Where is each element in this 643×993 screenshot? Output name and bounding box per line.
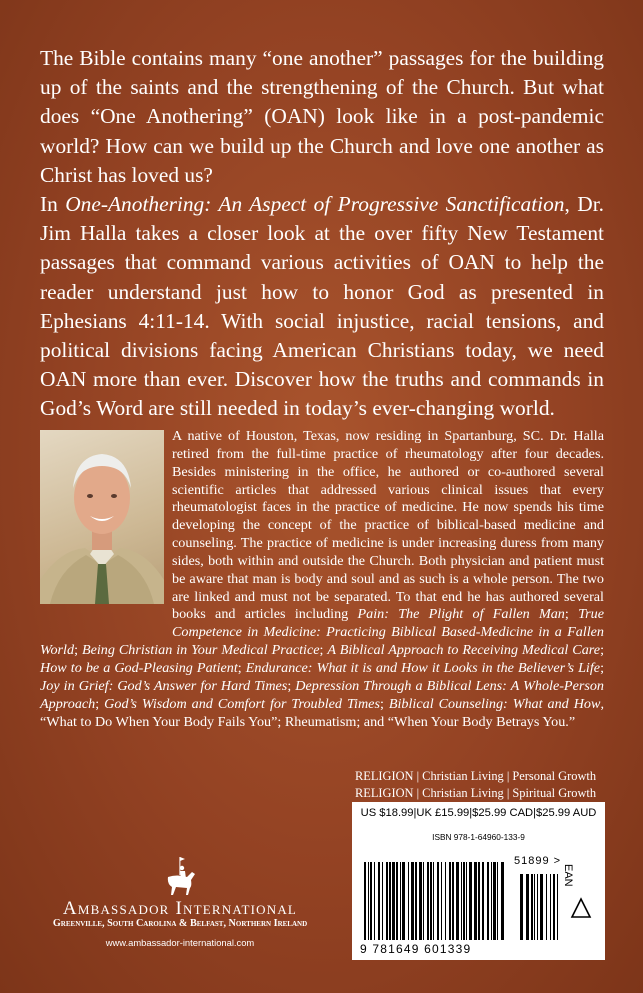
barcode-bar (540, 874, 543, 940)
intro-paragraph-2 (40, 190, 604, 424)
publisher-url: www.ambassador-international.com (105, 937, 255, 948)
barcode-bar (370, 862, 372, 940)
barcode-bar (531, 874, 533, 940)
barcode-bar (461, 862, 462, 940)
barcode-bar (396, 862, 398, 940)
barcode-bar (402, 862, 405, 940)
isbn-text: ISBN 978-1-64960-133-9 (432, 832, 525, 842)
barcode-bar (427, 862, 429, 940)
bio-book: Being Christian in Your Medical Practice (81, 642, 320, 659)
barcode-bar (389, 862, 391, 940)
intro-paragraph-1: The Bible contains many “one another” passages for the building up of the saints and the strengthening of the Church. But what does “One Anothering” (OAN) look like in a post-pandemic world? How can we build up the Church and love one another as Christ has loved us? (40, 46, 604, 187)
barcode-bar (557, 874, 558, 940)
category-line: RELIGION | Christian Living | Personal Growth (355, 769, 597, 783)
barcode-bar (433, 862, 434, 940)
bio-book: Endurance: What it is and How it Looks in the Believer’s Life (245, 659, 601, 676)
barcode-bar (493, 862, 496, 940)
bio-book: How to be a God-Pleasing Patient (40, 659, 238, 676)
barcode-bar (469, 862, 472, 940)
barcode-bar (368, 862, 369, 940)
barcode-bar (382, 862, 383, 940)
intro-rest: , Dr. Jim Halla takes a closer look at the over fifty New Testament passages that command various activities of OAN to help the reader understand just how to honor God as presented in Ephesians 4:11-14. With social injustice, racial tensions, and political divisions facing American Christians today, we need OAN more than ever. Discover how the truths and commands in God’s Word are still needed in today’s ever-changing world. (40, 192, 604, 421)
barcode-bar (437, 862, 439, 940)
barcode-bar (466, 862, 467, 940)
barcode-bar (550, 874, 551, 940)
bio-end: “What to Do When Your Body Fails You”; Rheumatism; and “When Your Body Betrays You.” (40, 713, 576, 730)
barcode-bar (364, 862, 366, 940)
barcode-bar (491, 862, 492, 940)
bio-text: A native of Houston, Texas, now residing in Spartanburg, SC. Dr. Halla retired from the full-time practice of rheumatology after four decades. Besides ministering in the office, he authored or co-authored several scientific articles that addressed various clinical issues that every rheumatologist faces in the practice of medicine. He now spends his time developing the concept of the practice of biblical-based medicine and counseling. The practice of medicine is under increasing duress from many sides, both within and outside the Church. Both physician and patient must be aware that man is body and soul and as such is a whole person. The two are linked and must not be separated. To that end he has authored several books and articles including (172, 428, 604, 623)
bio-book: Joy in Grief: God’s Answer for Hard Times (40, 677, 288, 694)
barcode-bar (526, 874, 529, 940)
barcode-bar (419, 862, 422, 940)
barcode-bar (441, 862, 442, 940)
bio-book: God’s Wisdom and Comfort for Troubled Times (104, 695, 380, 712)
barcode-bar (378, 862, 380, 940)
barcode-bar (386, 862, 388, 940)
barcode-bar (374, 862, 375, 940)
barcode-bar (482, 862, 484, 940)
barcode-bar (400, 862, 401, 940)
barcode-bar (474, 862, 477, 940)
barcode-bar (392, 862, 395, 940)
barcode-bar (452, 862, 454, 940)
barcode-bar (456, 862, 459, 940)
barcode-bar (408, 862, 409, 940)
author-bio: A native of Houston, Texas, now residing in Spartanburg, SC. Dr. Halla retired from the full-time practice of rheumatology after four decades. Besides ministering in the office, he authored or co-authored several scientific articles that addressed various clinical issues that every rheumatologist faces in the practice of medicine. He now spends his time developing the concept of the practice of biblical-based medicine and counseling. The practice of medicine is under increasing duress from many sides, both within and outside the Church. Both physician and patient must be aware that man is body and soul and as such is a whole person. The two are linked and must not be separated. To that end he has authored several books and articles including Pain: The Plight of Fallen Man; True Competence in Medicine: Practicing Biblical Based-Medicine in a Fallen World; Being Christian in Your Medical Practice; A Biblical Approach to Receiving Medical Care; How to be a God-Pleasing Patient; Endurance: What it is and How it Looks in the Believer’s Life; Joy in Grief: God’s Answer for Hard Times; Depression Through a Biblical Lens: A Whole-Person Approach; God’s Wisdom and Comfort for Troubled Times; Biblical Counseling: What and How, “What to Do When Your Body Fails You”; Rheumatism; and “When Your Body Betrays You.” (40, 428, 605, 730)
barcode-bar (537, 874, 538, 940)
photo-spacer (40, 428, 172, 638)
barcode-bar (520, 874, 523, 940)
intro-lead: In (40, 192, 66, 217)
barcode-bar (546, 874, 547, 940)
supplement-mark: > (553, 855, 562, 867)
book-title: One-Anothering: An Aspect of Progressive Sanctification (65, 192, 565, 217)
publisher-name: Ambassador International (62, 898, 298, 919)
ean-label: EAN (562, 864, 574, 887)
horse-rider-logo (161, 855, 201, 897)
bio-book: Depression Through a Biblical Lens: A Whole-Person Approach (40, 677, 604, 712)
supplement-code: 51899 > (514, 855, 562, 867)
category-line: RELIGION | Christian Living | Spiritual Growth (355, 785, 597, 800)
barcode-bar (534, 874, 535, 940)
triangle-icon (570, 897, 592, 919)
barcode-digits: 9 781649 601339 (360, 942, 472, 956)
publisher-location: Greenville, South Carolina & Belfast, Northern Ireland (52, 918, 308, 929)
barcode-bar (463, 862, 465, 940)
barcode-bar (478, 862, 480, 940)
barcode-bar (445, 862, 446, 940)
bio-book: Pain: The Plight of Fallen Man (357, 606, 565, 623)
barcode (362, 862, 562, 942)
barcode-bar (449, 862, 451, 940)
barcode-bar (487, 862, 489, 940)
barcode-bar (415, 862, 417, 940)
back-cover-intro (40, 44, 604, 424)
barcode-bar (430, 862, 432, 940)
price-line: US $18.99|UK £15.99|$25.99 CAD|$25.99 AUD (360, 807, 597, 819)
bio-book: Biblical Counseling: What and How (388, 695, 601, 712)
barcode-bar (553, 874, 555, 940)
barcode-panel (352, 802, 605, 960)
barcode-bar (501, 862, 504, 940)
barcode-bar (411, 862, 414, 940)
category-list (355, 768, 607, 801)
barcode-bar (497, 862, 498, 940)
bio-book: True Competence in Medicine: Practicing Biblical Based-Medicine in a Fallen World (40, 606, 605, 659)
barcode-bar (423, 862, 424, 940)
bio-book: A Biblical Approach to Receiving Medical Care (327, 642, 601, 659)
